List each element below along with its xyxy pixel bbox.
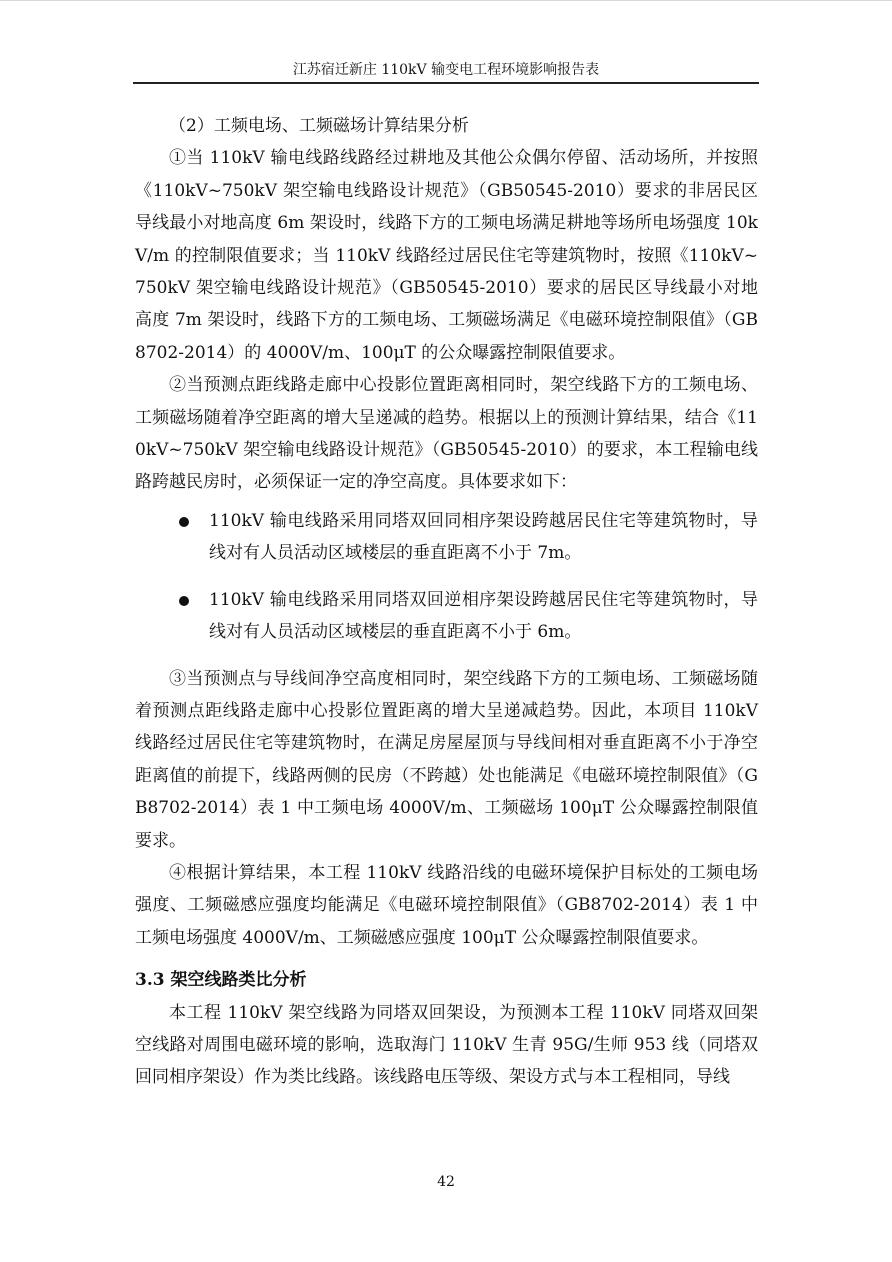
header-rule (133, 82, 759, 84)
paragraph-2: ②当预测点距线路走廊中心投影位置距离相同时，架空线路下方的工频电场、工频磁场随着净空距离的增大呈递减的趋势。根据以上的预测计算结果，结合《110kV~750kV 架空输电线路设计规范》（GB50545-2010）的要求，本工程输电线路跨越民房时，必须保证一定的净空高度。具体要求如下： (135, 375, 758, 493)
document-body (135, 110, 758, 1094)
list-item (135, 584, 758, 649)
running-header: 江苏宿迁新庄 110kV 输变电工程环境影响报告表 (292, 62, 600, 78)
paragraph-4: ④根据计算结果，本工程 110kV 线路沿线的电磁环境保护目标处的工频电场强度、工频磁感应强度均能满足《电磁环境控制限值》（GB8702-2014）表 1 中工频电场强度 4000V/m、工频磁感应强度 100μT 公众曝露控制限值要求。 (135, 862, 758, 948)
page-edge (0, 0, 892, 1)
bullet-icon (179, 517, 189, 527)
paragraph-1: ①当 110kV 输电线路线路经过耕地及其他公众偶尔停留、活动场所，并按照《110kV~750kV 架空输电线路设计规范》（GB50545-2010）要求的非居民区导线最小对地高度 6m 架设时，线路下方的工频电场满足耕地等场所电场强度 10kV/m 的控制限值要求；当 110kV 线路经过居民住宅等建筑物时，按照《110kV~750kV 架空输电线路设计规范》（GB50545-2010）要求的居民区导线最小对地高度 7m 架设时，线路下方的工频电场、工频磁场满足《电磁环境控制限值》（GB8702-2014）的 4000V/m、100μT 的公众曝露控制限值要求。 (135, 148, 758, 363)
section-heading: 3.3 架空线路类比分析 (135, 970, 307, 991)
list-item (135, 505, 758, 570)
sub-heading: （2）工频电场、工频磁场计算结果分析 (169, 116, 469, 136)
paragraph-5: 本工程 110kV 架空线路为同塔双回架设，为预测本工程 110kV 同塔双回架空线路对周围电磁环境的影响，选取海门 110kV 生青 95G/生师 953 线（同塔双回同相序架设）作为类比线路。该线路电压等级、架设方式与本工程相同，导线 (135, 1002, 758, 1088)
page-number: 42 (437, 1174, 455, 1190)
requirements-list (135, 505, 758, 649)
list-item-text: 110kV 输电线路采用同塔双回逆相序架设跨越居民住宅等建筑物时，导线对有人员活动区域楼层的垂直距离不小于 6m。 (209, 589, 758, 643)
bullet-icon (179, 596, 189, 606)
list-item-text: 110kV 输电线路采用同塔双回同相序架设跨越居民住宅等建筑物时，导线对有人员活动区域楼层的垂直距离不小于 7m。 (209, 510, 758, 564)
paragraph-3: ③当预测点与导线间净空高度相同时，架空线路下方的工频电场、工频磁场随着预测点距线路走廊中心投影位置距离的增大呈递减趋势。因此，本项目 110kV 线路经过居民住宅等建筑物时，在满足房屋屋顶与导线间相对垂直距离不小于净空距离值的前提下，线路两侧的民房（不跨越）处也能满足《电磁环境控制限值》（GB8702-2014）表 1 中工频电场 4000V/m、工频磁场 100μT 公众曝露控制限值要求。 (135, 668, 758, 851)
